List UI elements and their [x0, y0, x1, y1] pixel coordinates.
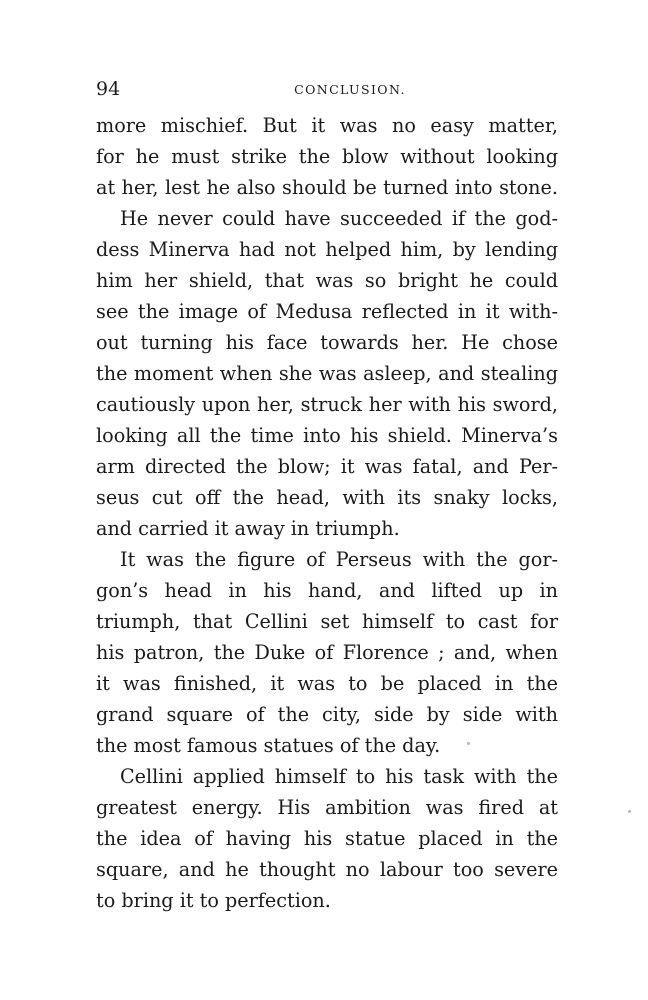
- text-line: dess Minerva had not helped him, by lending: [96, 238, 558, 261]
- page-number: 94: [96, 78, 121, 100]
- text-line: Cellini applied himself to his task with the: [120, 765, 558, 788]
- text-line: the idea of having his statue placed in the: [96, 827, 558, 850]
- text-line: It was the figure of Perseus with the gor-: [120, 548, 558, 571]
- text-line: square, and he thought no labour too severe: [96, 858, 558, 881]
- text-line: gon’s head in his hand, and lifted up in: [96, 579, 558, 602]
- text-line: greatest energy. His ambition was fired at: [96, 796, 558, 819]
- page-header: [96, 76, 558, 102]
- paragraph-3: [96, 544, 558, 761]
- text-line: it was finished, it was to be placed in the: [96, 672, 558, 695]
- running-title: CONCLUSION.: [294, 82, 406, 97]
- text-line: grand square of the city, side by side with: [96, 703, 558, 726]
- text-line: and carried it away in triumph.: [96, 517, 400, 540]
- paragraph-4: [96, 761, 558, 916]
- text-line: the moment when she was asleep, and stealing: [96, 362, 558, 385]
- paragraph-2: [96, 203, 558, 544]
- text-line: see the image of Medusa reflected in it with-: [96, 300, 558, 323]
- text-line: cautiously upon her, struck her with his sword,: [96, 393, 558, 416]
- text-line: to bring it to perfection.: [96, 889, 331, 912]
- text-line: seus cut off the head, with its snaky locks,: [96, 486, 558, 509]
- text-line: more mischief. But it was no easy matter,: [96, 114, 558, 137]
- paragraph-1: [96, 110, 558, 203]
- text-line: him her shield, that was so bright he could: [96, 269, 558, 292]
- text-line: looking all the time into his shield. Minerva’s: [96, 424, 558, 447]
- text-line: arm directed the blow; it was fatal, and Per-: [96, 455, 558, 478]
- text-line: the most famous statues of the day.: [96, 734, 441, 757]
- text-line: He never could have succeeded if the god-: [120, 207, 558, 230]
- body-text: [96, 110, 558, 916]
- text-line: his patron, the Duke of Florence ; and, when: [96, 641, 558, 664]
- ink-speck: [467, 742, 470, 745]
- text-line: triumph, that Cellini set himself to cast for: [96, 610, 558, 633]
- text-line: out turning his face towards her. He chose: [96, 331, 558, 354]
- text-line: for he must strike the blow without looking: [96, 145, 558, 168]
- ink-speck: [628, 810, 631, 813]
- text-line: at her, lest he also should be turned into stone.: [96, 176, 558, 199]
